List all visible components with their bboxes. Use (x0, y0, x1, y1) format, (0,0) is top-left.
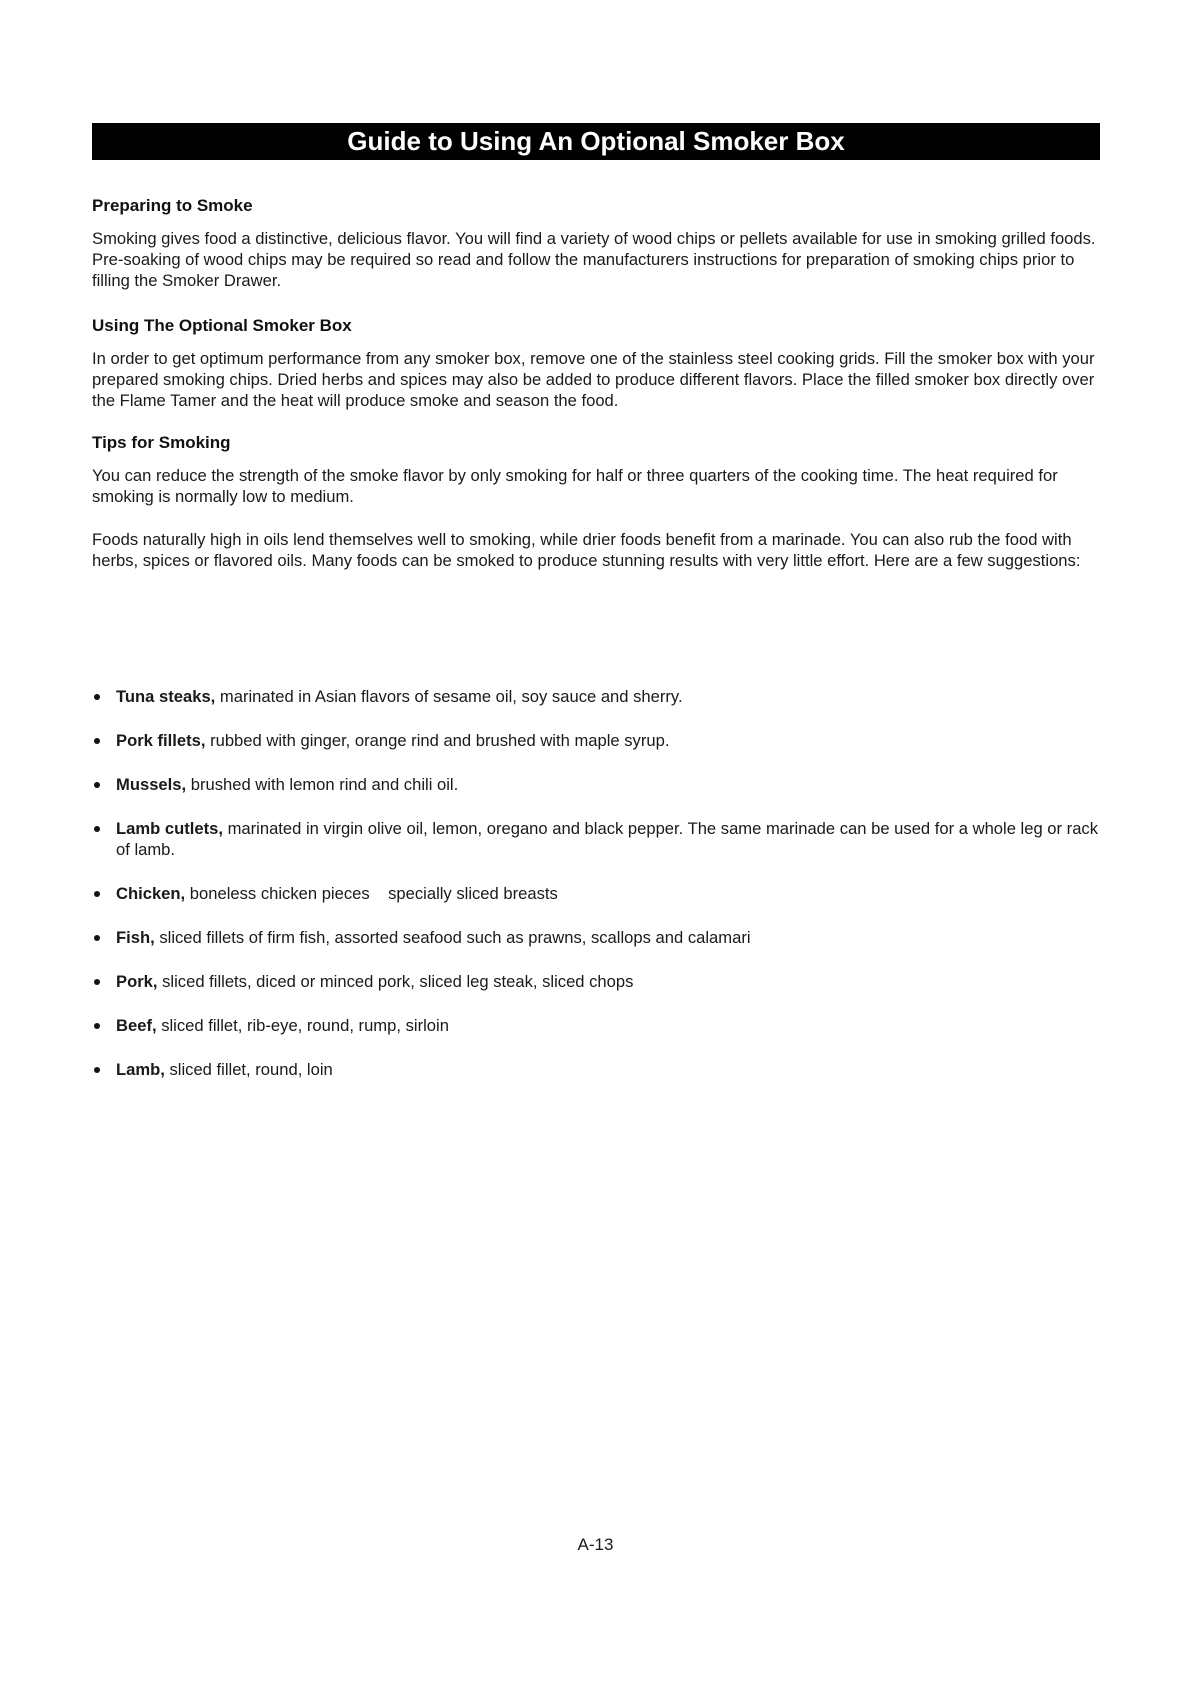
suggestions-list (92, 686, 1100, 1103)
item-text: marinated in virgin olive oil, lemon, oregano and black pepper. The same marinade can be used for a whole leg or rack of lamb. (116, 819, 1099, 859)
list-item (92, 971, 1100, 992)
list-item (92, 927, 1100, 948)
item-text: sliced fillets of firm fish, assorted seafood such as prawns, scallops and calamari (154, 928, 751, 947)
section-using-smoker-box (92, 316, 1100, 411)
section-preparing-to-smoke (92, 196, 1100, 291)
section-tips-for-smoking (92, 433, 1100, 571)
bullet-icon (94, 694, 100, 700)
item-text: boneless chicken pieces specially sliced breasts (185, 884, 558, 903)
section-paragraph: In order to get optimum performance from any smoker box, remove one of the stainless steel cooking grids. Fill the smoker box with your prepared smoking chips. Dried herbs and spices may also be added to produce different flavors. Place the filled smoker box directly over the Flame Tamer and the heat will produce smoke and season the food. (92, 349, 1095, 410)
section-paragraph: Smoking gives food a distinctive, delicious flavor. You will find a variety of wood chips or pellets available for use in smoking grilled foods. Pre-soaking of wood chips may be required so read and follow the manufacturers instructions for preparation of smoking chips prior to filling the Smoker Drawer. (92, 229, 1096, 290)
section-paragraph: Foods naturally high in oils lend themselves well to smoking, while drier foods benefit from a marinade. You can also rub the food with herbs, spices or flavored oils. Many foods can be smoked to produce stunning results with very little effort. Here are a few suggestions: (92, 530, 1081, 570)
section-heading: Preparing to Smoke (92, 196, 253, 215)
item-text: marinated in Asian flavors of sesame oil, soy sauce and sherry. (215, 687, 683, 706)
list-item (92, 1015, 1100, 1036)
item-term: Chicken, (116, 884, 186, 903)
page-number: A-13 (577, 1535, 614, 1554)
bullet-icon (94, 826, 100, 832)
bullet-icon (94, 1023, 100, 1029)
item-term: Fish, (116, 928, 155, 947)
list-item (92, 883, 1100, 904)
page-title-banner (92, 123, 1100, 160)
item-term: Lamb cutlets, (116, 819, 223, 838)
page-title: Guide to Using An Optional Smoker Box (347, 126, 845, 156)
main-content (92, 196, 1100, 593)
item-term: Lamb, (116, 1060, 165, 1079)
list-item (92, 686, 1100, 707)
item-term: Pork, (116, 972, 158, 991)
item-term: Mussels, (116, 775, 187, 794)
item-term: Beef, (116, 1016, 157, 1035)
bullet-icon (94, 935, 100, 941)
section-heading: Using The Optional Smoker Box (92, 316, 352, 335)
bullet-icon (94, 738, 100, 744)
bullet-icon (94, 891, 100, 897)
list-item (92, 730, 1100, 751)
list-item (92, 818, 1100, 860)
bullet-icon (94, 782, 100, 788)
item-term: Tuna steaks, (116, 687, 216, 706)
item-term: Pork fillets, (116, 731, 206, 750)
item-text: sliced fillet, round, loin (164, 1060, 333, 1079)
section-heading: Tips for Smoking (92, 433, 231, 452)
bullet-icon (94, 979, 100, 985)
item-text: sliced fillets, diced or minced pork, sliced leg steak, sliced chops (157, 972, 634, 991)
bullet-icon (94, 1067, 100, 1073)
list-item (92, 1059, 1100, 1080)
item-text: brushed with lemon rind and chili oil. (186, 775, 459, 794)
item-text: sliced fillet, rib-eye, round, rump, sirloin (156, 1016, 449, 1035)
list-item (92, 774, 1100, 795)
section-paragraph: You can reduce the strength of the smoke flavor by only smoking for half or three quarters of the cooking time. The heat required for smoking is normally low to medium. (92, 466, 1058, 506)
item-text: rubbed with ginger, orange rind and brushed with maple syrup. (205, 731, 670, 750)
